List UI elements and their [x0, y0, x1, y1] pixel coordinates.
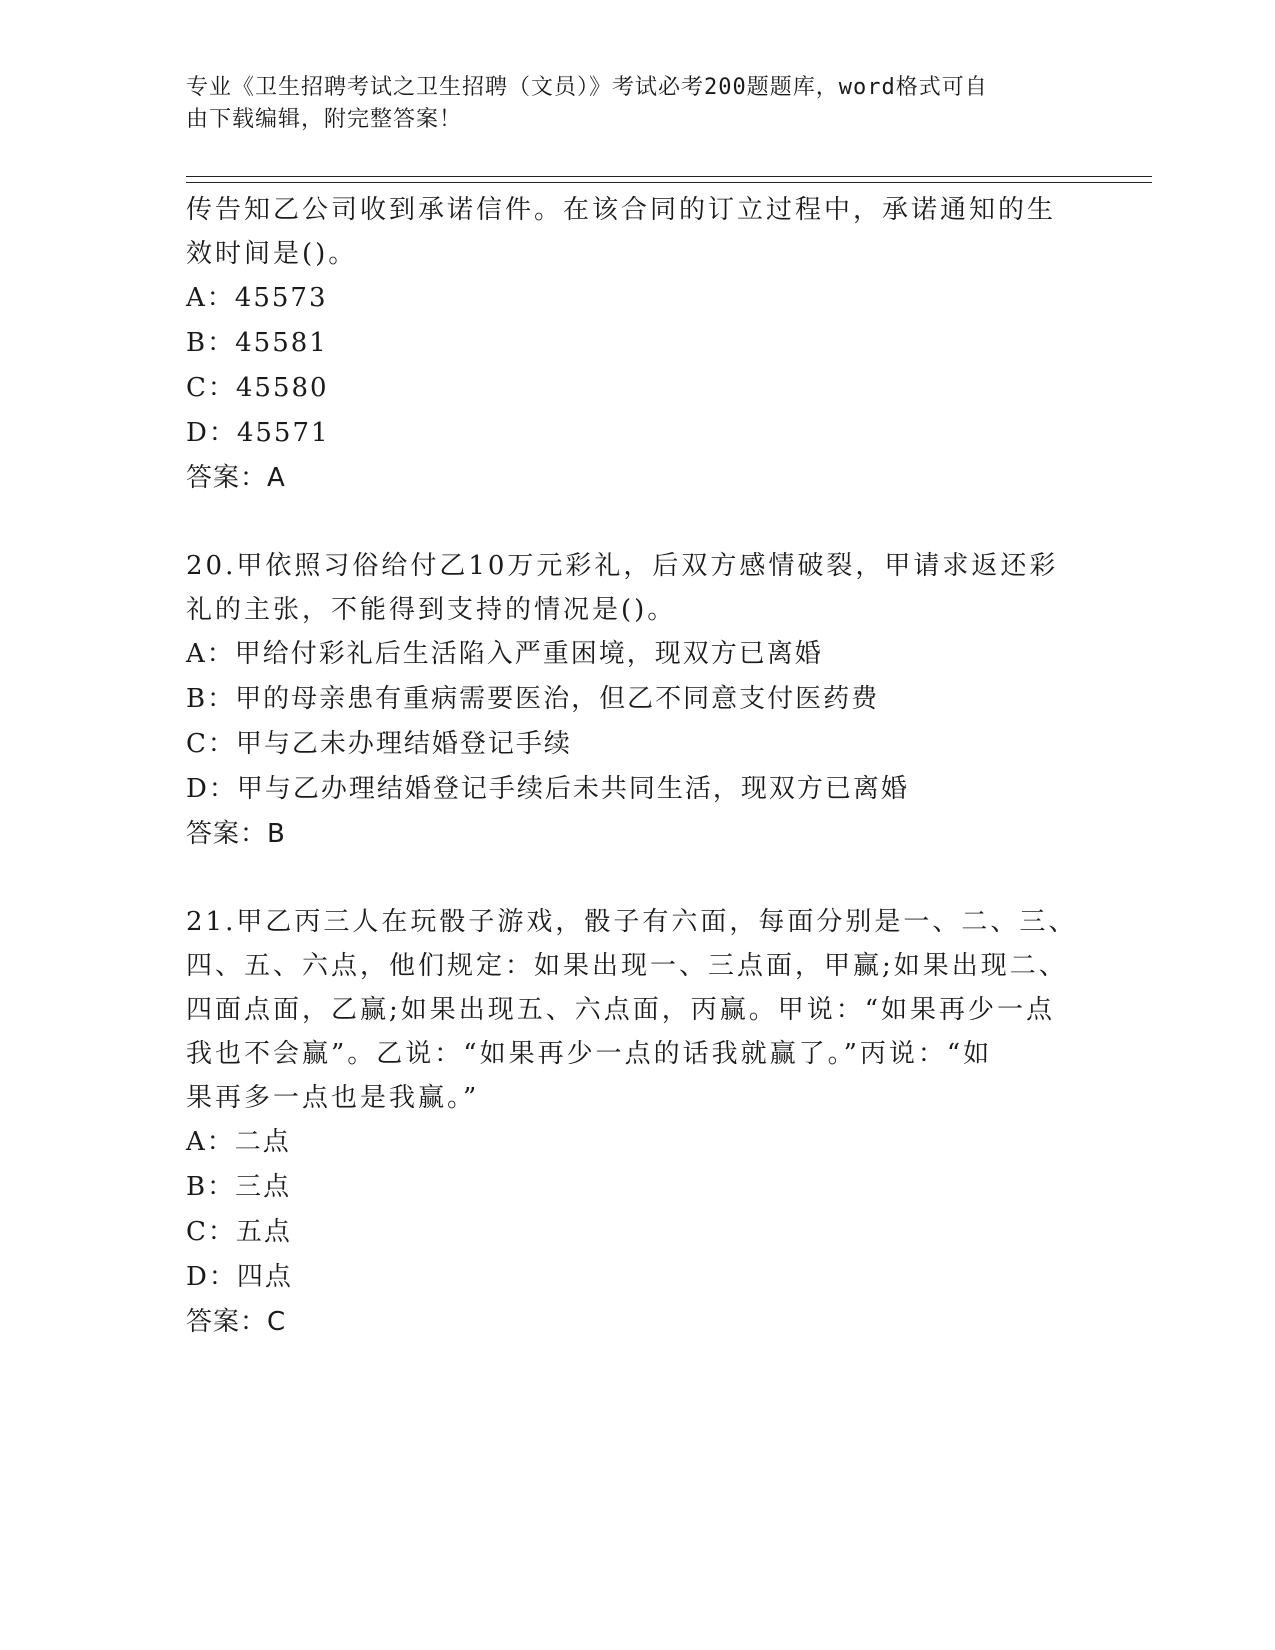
option-a: A：45573 [186, 283, 328, 313]
spacer [186, 856, 1076, 900]
question-20 [186, 544, 1076, 856]
option-b: B：45581 [186, 328, 328, 358]
header-line-1: 专业《卫生招聘考试之卫生招聘（文员）》考试必考200题题库，word格式可自 [186, 75, 988, 100]
header-divider-top [186, 176, 1152, 177]
option-d: D：四点 [186, 1262, 293, 1292]
question-text-line: 四、五、六点，他们规定：如果出现一、三点面，甲赢;如果出现二、 [186, 951, 1068, 981]
question-text-line: 20.甲依照习俗给付乙10万元彩礼，后双方感情破裂，甲请求返还彩 [186, 551, 1059, 581]
question-text-line: 四面点面，乙赢;如果出现五、六点面，丙赢。甲说：“如果再少一点 [186, 995, 1056, 1025]
option-b: B：三点 [186, 1172, 292, 1202]
question-text-line: 礼的主张，不能得到支持的情况是()。 [186, 595, 677, 625]
option-b: B：甲的母亲患有重病需要医治，但乙不同意支付医药费 [186, 684, 880, 714]
option-c: C：甲与乙未办理结婚登记手续 [186, 729, 572, 759]
option-d: D：甲与乙办理结婚登记手续后未共同生活，现双方已离婚 [186, 774, 909, 804]
answer-label: 答案：B [186, 819, 286, 849]
header-line-2: 由下载编辑，附完整答案！ [186, 107, 463, 132]
option-c: C：五点 [186, 1217, 292, 1247]
option-a: A：甲给付彩礼后生活陷入严重困境，现双方已离婚 [186, 639, 823, 669]
answer-label: 答案：C [186, 1307, 287, 1337]
spacer [186, 500, 1076, 544]
question-text-line: 传告知乙公司收到承诺信件。在该合同的订立过程中，承诺通知的生 [186, 195, 1057, 225]
question-text-line: 我也不会赢”。乙说：“如果再少一点的话我就赢了。”丙说：“如 [186, 1039, 993, 1069]
question-text-line: 效时间是()。 [186, 239, 358, 269]
option-d: D：45571 [186, 418, 330, 448]
option-c: C：45580 [186, 373, 329, 403]
question-text-line: 21.甲乙丙三人在玩骰子游戏，骰子有六面，每面分别是一、二、三、 [186, 907, 1078, 937]
header-divider-bottom [186, 182, 1152, 183]
question-text-line: 果再多一点也是我赢。” [186, 1083, 480, 1113]
question-continued [186, 188, 1076, 500]
document-content [186, 188, 1076, 1344]
option-a: A：二点 [186, 1127, 291, 1157]
document-header [186, 72, 1066, 136]
question-21 [186, 900, 1076, 1344]
answer-label: 答案：A [186, 463, 286, 493]
